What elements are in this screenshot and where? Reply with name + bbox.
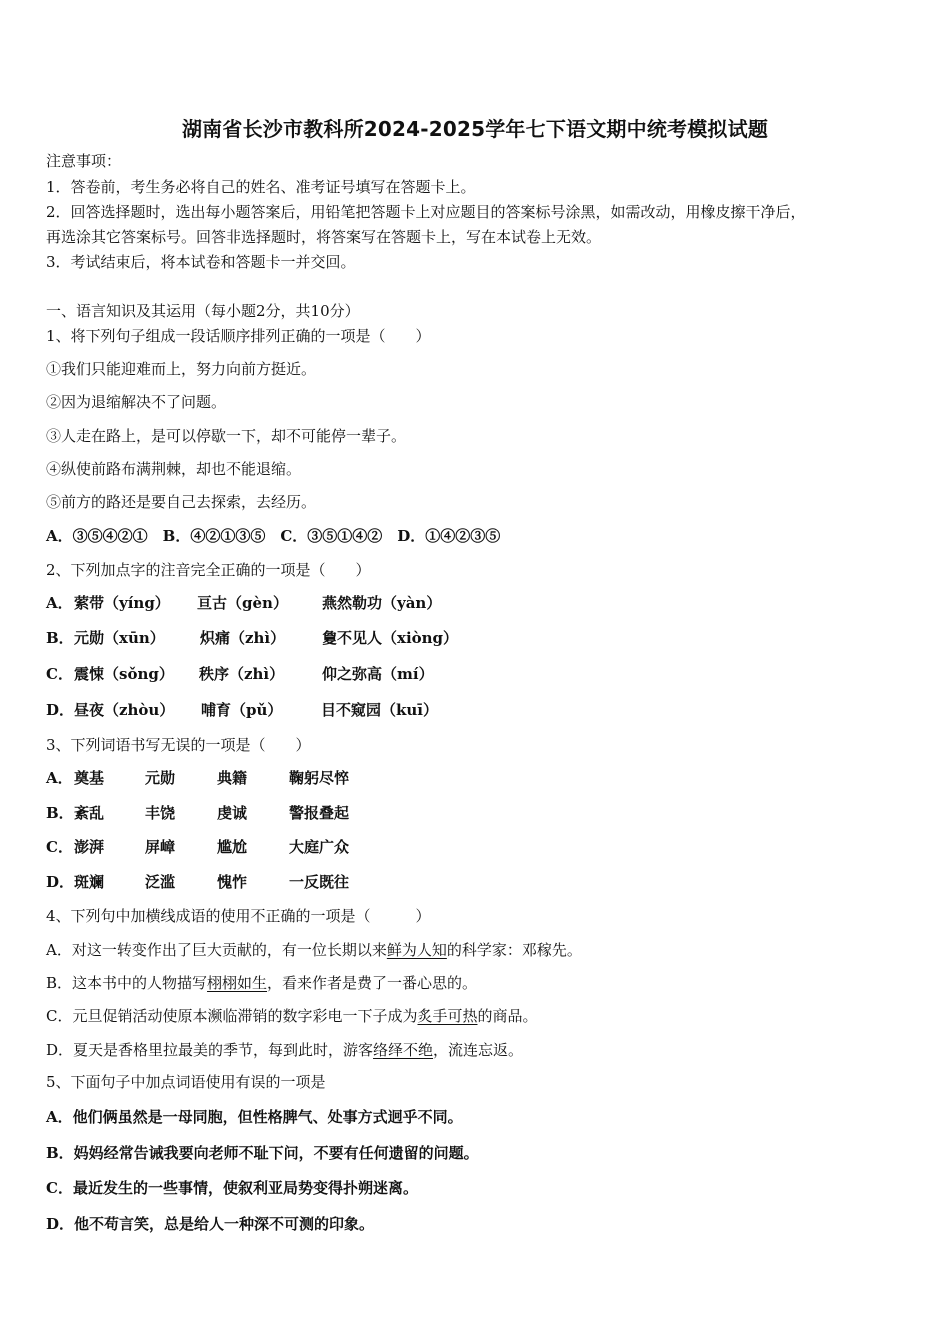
q3-word: 元勋 [145, 769, 176, 787]
q5-option: C．最近发生的一些事情，使叙利亚局势变得扑朔迷离。 [46, 1179, 418, 1197]
question-4-stem: 4、下列句中加横线成语的使用不正确的一项是（ ） [46, 907, 431, 925]
q4-option-text: B．这本书中的人物描写 [46, 974, 208, 992]
q4-option [46, 940, 582, 960]
question-3-stem: 3、下列词语书写无误的一项是（ ） [46, 736, 311, 754]
q5-option: A．他们俩虽然是一母同胞，但性格脾气、处事方式迥乎不同。 [46, 1108, 463, 1126]
q2-item: 萦带（yíng） [74, 594, 170, 612]
q4-option-text: 的科学家：邓稼先。 [446, 941, 582, 959]
q4-option-text: C．元旦促销活动使原本濒临滞销的数字彩电一下子成为 [46, 1007, 418, 1025]
notice-heading: 注意事项： [46, 152, 122, 170]
q2-option-label: D． [46, 701, 75, 719]
section-heading: 一、语言知识及其运用（每小题2分，共10分） [46, 302, 360, 320]
q3-word: 屏嶂 [145, 838, 176, 856]
q3-word: 丰饶 [145, 804, 176, 822]
q4-underlined-idiom: 鲜为人知 [386, 941, 447, 959]
q4-underlined-idiom: 炙手可热 [417, 1007, 478, 1025]
q5-option: B．妈妈经常告诫我要向老师不耻下问，不要有任何遗留的问题。 [46, 1144, 479, 1162]
q2-item: 亘古（gèn） [197, 594, 288, 612]
q1-sentence: ⑤前方的路还是要自己去探索，去经历。 [46, 493, 317, 511]
notice-item: 再选涂其它答案标号。回答非选择题时，将答案写在答题卡上，写在本试卷上无效。 [46, 228, 602, 246]
q3-word: 澎湃 [74, 838, 105, 856]
q3-option-label: A． [46, 769, 73, 787]
q3-word: 典籍 [217, 769, 248, 787]
q2-item: 昼夜（zhòu） [74, 701, 175, 719]
q2-option-label: A． [46, 594, 73, 612]
q3-option-label: C． [46, 838, 73, 856]
q2-item: 震悚（sǒng） [74, 665, 174, 683]
q1-sentence: ③人走在路上，是可以停歇一下，却不可能停一辈子。 [46, 427, 407, 445]
q2-option-label: B． [46, 629, 74, 647]
notice-item: 1．答卷前，考生务必将自己的姓名、准考证号填写在答题卡上。 [46, 178, 476, 196]
question-5-stem: 5、下面句子中加点词语使用有误的一项是 [46, 1073, 326, 1091]
q4-option [46, 973, 477, 993]
q4-option-text: D．夏天是香格里拉最美的季节，每到此时，游客 [46, 1041, 374, 1059]
q1-sentence: ④纵使前路布满荆棘，却也不能退缩。 [46, 460, 302, 478]
q2-item: 目不窥园（kuī） [321, 701, 438, 719]
q3-word: 奠基 [74, 769, 105, 787]
q4-option [46, 1006, 538, 1026]
q2-item: 敻不见人（xiòng） [322, 629, 459, 647]
question-1-stem: 1、将下列句子组成一段话顺序排列正确的一项是（ ） [46, 327, 431, 345]
q2-item: 燕然勒功（yàn） [322, 594, 442, 612]
q4-option-text: ，流连忘返。 [433, 1041, 524, 1059]
q3-word: 紊乱 [74, 804, 105, 822]
q2-option-label: C． [46, 665, 73, 683]
q3-word: 鞠躬尽悴 [289, 769, 350, 787]
q3-word: 虔诚 [217, 804, 248, 822]
q1-sentence: ①我们只能迎难而上，努力向前方挺近。 [46, 360, 317, 378]
q1-options: A．③⑤④②① B．④②①③⑤ C．③⑤①④② D．①④②③⑤ [46, 527, 501, 545]
q2-item: 炽痛（zhì） [200, 629, 286, 647]
q2-item: 元勋（xūn） [74, 629, 165, 647]
q2-item: 仰之弥高（mí） [322, 665, 434, 683]
q3-word: 斑斓 [74, 873, 105, 891]
q3-word: 泛滥 [145, 873, 176, 891]
q4-option [46, 1040, 523, 1060]
q3-word: 大庭广众 [289, 838, 350, 856]
notice-item: 2．回答选择题时，选出每小题答案后，用铅笔把答题卡上对应题目的答案标号涂黑，如需改动，用橡皮擦干净后， [46, 203, 806, 221]
q3-option-label: D． [46, 873, 75, 891]
q4-underlined-idiom: 栩栩如生 [207, 974, 268, 992]
q4-option-text: ，看来作者是费了一番心思的。 [267, 974, 478, 992]
q2-item: 哺育（pǔ） [201, 701, 283, 719]
q3-word: 警报叠起 [289, 804, 350, 822]
q5-option: D．他不苟言笑，总是给人一种深不可测的印象。 [46, 1215, 375, 1233]
q4-underlined-idiom: 络绎不绝 [373, 1041, 434, 1059]
q4-option-text: A．对这一转变作出了巨大贡献的，有一位长期以来 [46, 941, 387, 959]
q3-word: 一反既往 [289, 873, 350, 891]
q3-word: 尴尬 [217, 838, 248, 856]
q2-item: 秩序（zhì） [199, 665, 285, 683]
q3-option-label: B． [46, 804, 74, 822]
page-title: 湖南省长沙市教科所2024-2025学年七下语文期中统考模拟试题 [181, 117, 769, 141]
question-2-stem: 2、下列加点字的注音完全正确的一项是（ ） [46, 561, 371, 579]
notice-item: 3．考试结束后，将本试卷和答题卡一并交回。 [46, 253, 356, 271]
q3-word: 愧怍 [217, 873, 248, 891]
q1-sentence: ②因为退缩解决不了问题。 [46, 393, 227, 411]
q4-option-text: 的商品。 [477, 1007, 538, 1025]
